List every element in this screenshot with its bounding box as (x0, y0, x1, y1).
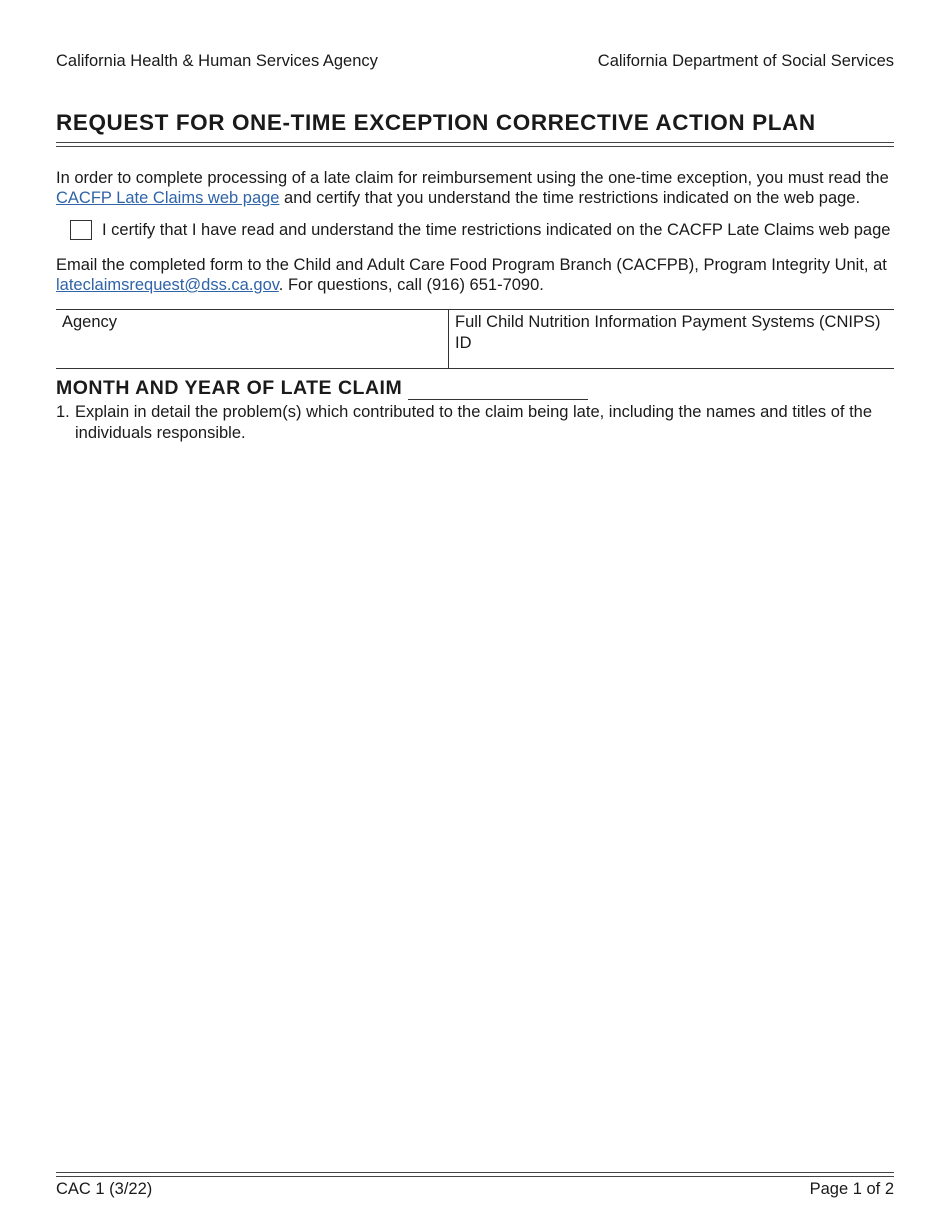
header-agency-left: California Health & Human Services Agency (56, 52, 378, 70)
intro-text-after: and certify that you understand the time restrictions indicated on the web page. (279, 189, 861, 207)
month-year-label: MONTH AND YEAR OF LATE CLAIM (56, 377, 403, 399)
title-divider (56, 142, 894, 147)
question-1 (56, 402, 894, 444)
certification-row[interactable] (70, 220, 890, 240)
email-text-after: . For questions, call (916) 651-7090. (278, 276, 544, 294)
intro-paragraph (56, 168, 894, 208)
month-year-row (56, 377, 588, 400)
certify-checkbox[interactable] (70, 220, 92, 240)
form-title: REQUEST FOR ONE-TIME EXCEPTION CORRECTIVE ACTION PLAN (56, 110, 816, 135)
page-number: Page 1 of 2 (809, 1180, 894, 1198)
form-page (56, 0, 894, 1230)
email-text-before: Email the completed form to the Child and Adult Care Food Program Branch (CACFPB), Program Integrity Unit, at (56, 256, 887, 274)
footer-divider (56, 1172, 894, 1177)
question-1-number: 1. (56, 403, 70, 421)
cnips-id-label: Full Child Nutrition Information Payment Systems (CNIPS) ID (455, 313, 881, 352)
header-department-right: California Department of Social Services (597, 52, 894, 70)
agency-info-table (56, 309, 894, 369)
certify-label: I certify that I have read and understand the time restrictions indicated on the CACFP Late Claims web page (102, 220, 891, 239)
page-footer (56, 1180, 894, 1199)
form-id: CAC 1 (3/22) (56, 1180, 153, 1198)
cnips-id-field[interactable] (449, 310, 894, 368)
question-1-text: Explain in detail the problem(s) which contributed to the claim being late, including the names and titles of the individuals responsible. (75, 403, 873, 442)
agency-header (56, 52, 894, 71)
agency-label: Agency (62, 313, 118, 331)
cacfp-late-claims-link[interactable]: CACFP Late Claims web page (56, 189, 280, 207)
email-instructions (56, 255, 894, 295)
agency-field[interactable] (56, 310, 449, 368)
intro-text-before: In order to complete processing of a late claim for reimbursement using the one-time exception, you must read the (56, 169, 889, 187)
email-link[interactable]: lateclaimsrequest@dss.ca.gov (56, 276, 279, 294)
month-year-input[interactable] (408, 379, 588, 400)
